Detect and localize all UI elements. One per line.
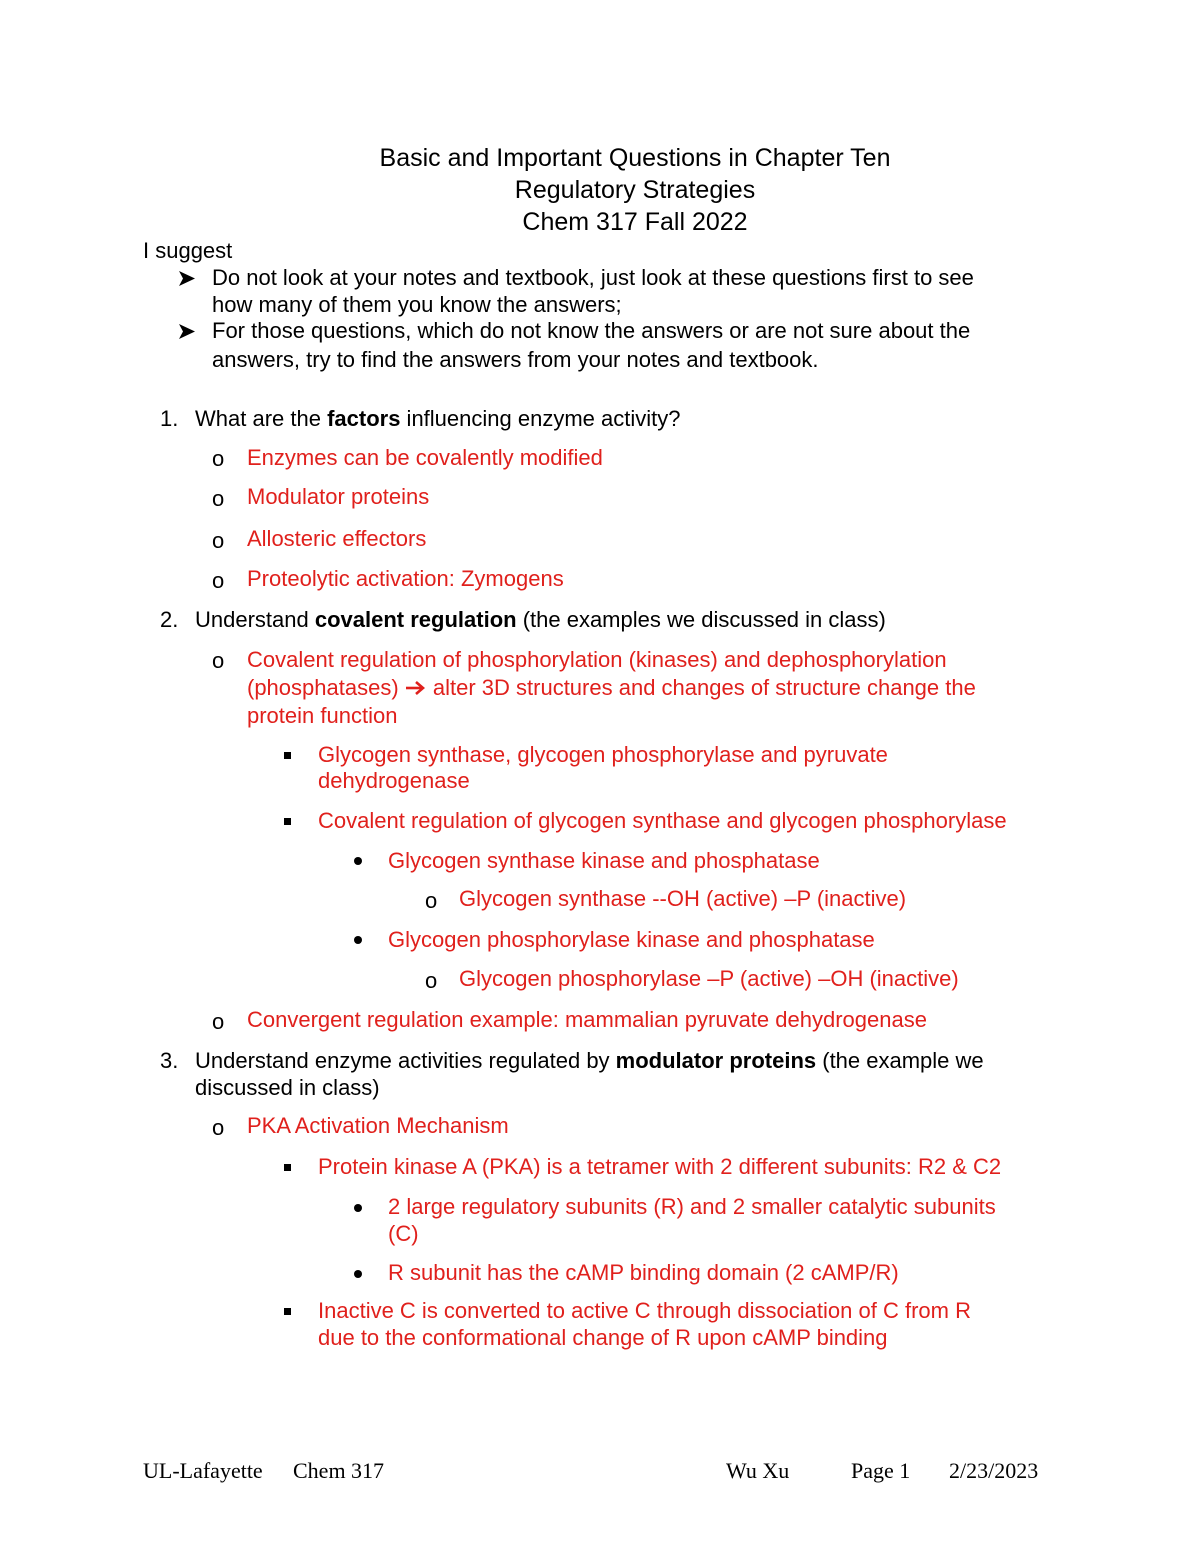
q2-sub-1-line-2: dehydrogenase — [318, 768, 470, 793]
q2-sub-2: Covalent regulation of glycogen synthase and glycogen phosphorylase — [318, 808, 1007, 833]
question-1-text: What are the factors influencing enzyme activity? — [195, 406, 681, 431]
q2-detail-1: Glycogen synthase kinase and phosphatase — [388, 848, 820, 873]
doc-title: Basic and Important Questions in Chapter Ten — [379, 144, 891, 172]
q2-detail-2: Glycogen phosphorylase kinase and phosphatase — [388, 927, 875, 952]
circle-bullet-icon: o — [212, 528, 225, 553]
q3-sub-2-line-1: Inactive C is converted to active C through dissociation of C from R — [318, 1298, 971, 1323]
square-bullet-icon — [284, 818, 291, 825]
intro-bullet-1-line-2: how many of them you know the answers; — [212, 292, 622, 317]
question-3-number: 3. — [160, 1048, 179, 1073]
circle-bullet-icon: o — [212, 648, 225, 673]
square-bullet-icon — [284, 1308, 291, 1315]
square-bullet-icon — [284, 752, 291, 759]
dot-bullet-icon — [354, 936, 362, 944]
q2-sub-1-line-1: Glycogen synthase, glycogen phosphorylase and pyruvate — [318, 742, 888, 767]
question-2-text: Understand covalent regulation (the examples we discussed in class) — [195, 607, 886, 632]
dot-bullet-icon — [354, 1270, 362, 1278]
footer-page-number: Page 1 — [851, 1458, 911, 1483]
intro-bullet-1-line-1: Do not look at your notes and textbook, just look at these questions first to see — [212, 265, 974, 290]
circle-bullet-icon: o — [212, 1115, 225, 1140]
doc-subtitle: Regulatory Strategies — [514, 176, 756, 204]
q2-answer-1-line-2: (phosphatases) alter 3D structures and changes of structure change the — [247, 675, 976, 700]
q1-answer-4: Proteolytic activation: Zymogens — [247, 566, 564, 591]
circle-bullet-icon: o — [212, 568, 225, 593]
q2-answer-2: Convergent regulation example: mammalian pyruvate dehydrogenase — [247, 1007, 927, 1032]
circle-bullet-icon: o — [425, 968, 438, 993]
q3-detail-2: R subunit has the cAMP binding domain (2 cAMP/R) — [388, 1260, 899, 1285]
q3-answer-1: PKA Activation Mechanism — [247, 1113, 509, 1138]
q2-detail-1-sub: Glycogen synthase --OH (active) –P (inactive) — [459, 886, 907, 911]
q2-detail-2-sub: Glycogen phosphorylase –P (active) –OH (inactive) — [459, 966, 959, 991]
q3-sub-2-line-2: due to the conformational change of R upon cAMP binding — [318, 1325, 888, 1350]
intro-lead: I suggest — [143, 238, 233, 263]
dot-bullet-icon — [354, 1204, 362, 1212]
square-bullet-icon — [284, 1164, 291, 1171]
q1-answer-2: Modulator proteins — [247, 484, 430, 509]
question-3-text: Understand enzyme activities regulated by modulator proteins (the example we — [195, 1048, 984, 1073]
question-1-number: 1. — [160, 406, 179, 431]
q1-answer-1: Enzymes can be covalently modified — [247, 445, 603, 470]
q1-answer-3: Allosteric effectors — [247, 526, 427, 551]
question-3-text-line-2: discussed in class) — [195, 1075, 380, 1100]
right-arrow-icon — [405, 680, 427, 696]
footer-date: 2/23/2023 — [949, 1458, 1039, 1483]
arrowhead-bullet-icon — [178, 323, 196, 340]
footer-author: Wu Xu — [726, 1458, 790, 1483]
circle-bullet-icon: o — [425, 888, 438, 913]
footer-school: UL-Lafayette — [143, 1458, 263, 1483]
circle-bullet-icon: o — [212, 486, 225, 511]
footer-course: Chem 317 — [293, 1458, 385, 1483]
q3-detail-1-line-1: 2 large regulatory subunits (R) and 2 smaller catalytic subunits — [388, 1194, 996, 1219]
doc-course-term: Chem 317 Fall 2022 — [522, 208, 748, 236]
circle-bullet-icon: o — [212, 1009, 225, 1034]
q3-detail-1-line-2: (C) — [388, 1221, 419, 1246]
q3-sub-1: Protein kinase A (PKA) is a tetramer with 2 different subunits: R2 & C2 — [318, 1154, 1002, 1179]
q2-answer-1-line-1: Covalent regulation of phosphorylation (kinases) and dephosphorylation — [247, 647, 947, 672]
q2-answer-1-line-3: protein function — [247, 703, 398, 728]
dot-bullet-icon — [354, 857, 362, 865]
intro-bullet-2-line-2: answers, try to find the answers from your notes and textbook. — [212, 347, 819, 372]
circle-bullet-icon: o — [212, 446, 225, 471]
arrowhead-bullet-icon — [178, 270, 196, 287]
intro-bullet-2-line-1: For those questions, which do not know the answers or are not sure about the — [212, 318, 971, 343]
question-2-number: 2. — [160, 607, 179, 632]
